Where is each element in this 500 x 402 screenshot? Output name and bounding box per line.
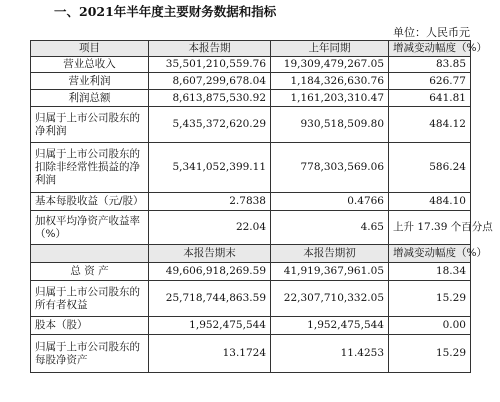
prior-cell: 778,303,569.06 — [271, 143, 389, 193]
current-cell: 8,607,299,678.04 — [149, 73, 271, 90]
change-cell: 83.85 — [389, 57, 471, 73]
table-row — [31, 73, 471, 90]
prior-cell: 11.4253 — [271, 335, 389, 373]
prior-cell: 4.65 — [271, 211, 389, 245]
table-row — [31, 263, 471, 281]
item-cell: 加权平均净资产收益率（%） — [31, 211, 149, 245]
prior-cell: 41,919,367,961.05 — [271, 263, 389, 281]
table-row — [31, 90, 471, 107]
item-cell: 基本每股收益（元/股） — [31, 193, 149, 211]
header-cell: 本报告期末 — [149, 245, 271, 263]
item-cell: 归属于上市公司股东的所有者权益 — [31, 281, 149, 317]
item-cell: 归属于上市公司股东的扣除非经常性损益的净利润 — [31, 143, 149, 193]
current-cell: 5,341,052,399.11 — [149, 143, 271, 193]
change-cell: 586.24 — [389, 143, 471, 193]
item-cell: 营业利润 — [31, 73, 149, 90]
change-cell: 0.00 — [389, 317, 471, 335]
current-cell: 22.04 — [149, 211, 271, 245]
prior-cell: 19,309,479,267.05 — [271, 57, 389, 73]
prior-cell: 1,184,326,630.76 — [271, 73, 389, 90]
current-cell: 13.1724 — [149, 335, 271, 373]
current-cell: 25,718,744,863.59 — [149, 281, 271, 317]
table-row — [31, 281, 471, 317]
item-cell: 营业总收入 — [31, 57, 149, 73]
header-cell: 增减变动幅度（%） — [389, 245, 471, 263]
current-cell: 35,501,210,559.76 — [149, 57, 271, 73]
unit-label: 单位：人民币元 — [393, 26, 470, 39]
current-cell: 1,952,475,544 — [149, 317, 271, 335]
current-cell: 8,613,875,530.92 — [149, 90, 271, 107]
header-cell: 本报告期 — [149, 41, 271, 57]
financial-table — [30, 40, 493, 373]
item-cell: 总 资 产 — [31, 263, 149, 281]
change-cell: 626.77 — [389, 73, 471, 90]
table-header-row — [31, 245, 471, 263]
table-row — [31, 57, 471, 73]
prior-cell: 1,952,475,544 — [271, 317, 389, 335]
change-cell: 484.10 — [389, 193, 471, 211]
change-cell: 18.34 — [389, 263, 471, 281]
item-cell: 股本（股） — [31, 317, 149, 335]
header-cell — [31, 245, 149, 263]
change-cell: 15.29 — [389, 281, 471, 317]
table-header-row — [31, 41, 471, 57]
header-cell: 本报告期初 — [271, 245, 389, 263]
change-cell: 15.29 — [389, 335, 471, 373]
table-row — [31, 107, 471, 143]
item-cell: 归属于上市公司股东的净利润 — [31, 107, 149, 143]
section-title: 一、2021年半年度主要财务数据和指标 — [54, 4, 277, 19]
current-cell: 5,435,372,620.29 — [149, 107, 271, 143]
prior-cell: 930,518,509.80 — [271, 107, 389, 143]
current-cell: 49,606,918,269.59 — [149, 263, 271, 281]
header-cell: 项目 — [31, 41, 149, 57]
header-cell: 增减变动幅度（%） — [389, 41, 471, 57]
table-row — [31, 211, 471, 245]
change-cell: 641.81 — [389, 90, 471, 107]
prior-cell: 1,161,203,310.47 — [271, 90, 389, 107]
current-cell: 2.7838 — [149, 193, 271, 211]
change-cell: 484.12 — [389, 107, 471, 143]
item-cell: 归属于上市公司股东的每股净资产 — [31, 335, 149, 373]
table-row — [31, 143, 471, 193]
prior-cell: 0.4766 — [271, 193, 389, 211]
change-cell: 上升 17.39 个百分点 — [389, 211, 471, 245]
header-cell: 上年同期 — [271, 41, 389, 57]
prior-cell: 22,307,710,332.05 — [271, 281, 389, 317]
table-row — [31, 335, 471, 373]
table-row — [31, 317, 471, 335]
table-row — [31, 193, 471, 211]
item-cell: 利润总额 — [31, 90, 149, 107]
